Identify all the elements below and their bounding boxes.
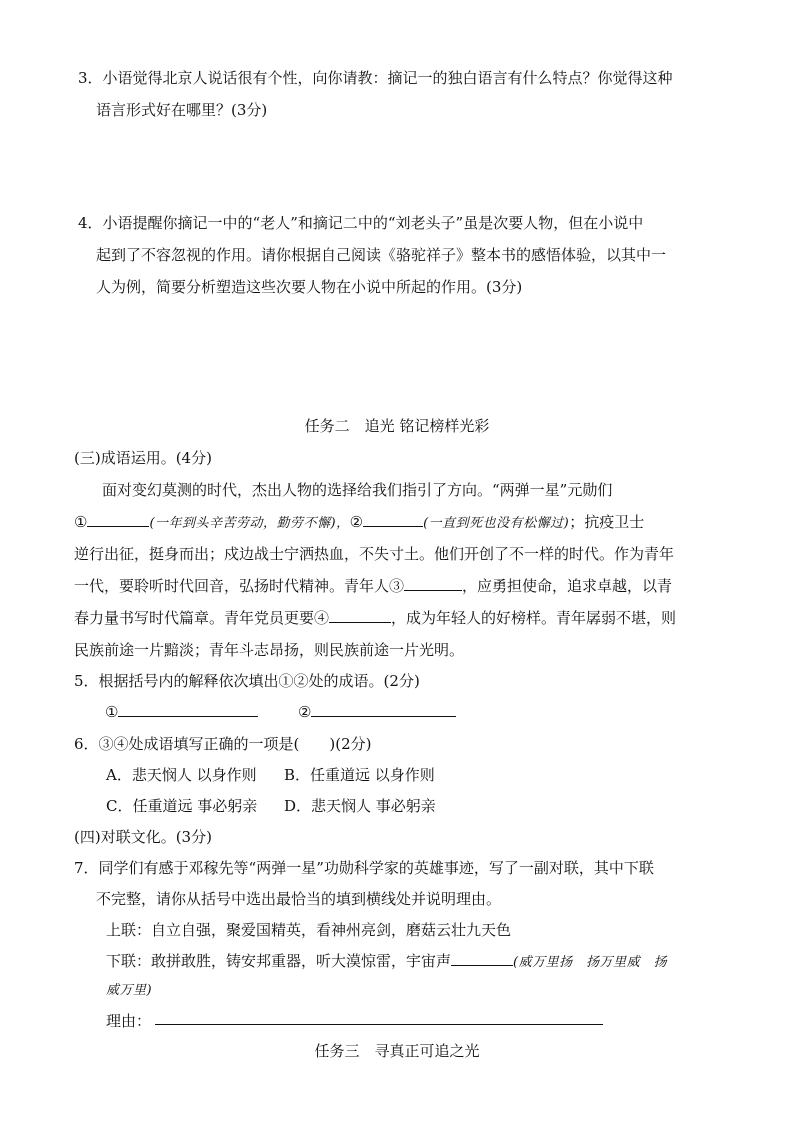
passage-line-5a: 春力量书写时代篇章。青年党员更要④ [74,609,330,627]
q7-reason-line[interactable] [155,1024,603,1025]
blank-4[interactable] [329,608,391,623]
q7-lower-couplet [106,951,667,973]
q4-line-3: 人为例，简要分析塑造这些次要人物在小说中所起的作用。(3分) [96,278,523,296]
q7-upper-couplet: 上联：自立自强，聚爱国精英，看神州亮剑，磨菇云壮九天色 [106,921,512,939]
q7-choices-cont: 威万里) [106,983,153,998]
passage-line-5 [74,608,676,628]
sec3-heading: (三)成语运用。(4分) [74,449,212,467]
passage-line-4b: ，应勇担使命，追求卓越，以青 [462,577,673,595]
q5-marker-1: ① [105,703,119,721]
q6-option-c[interactable]: C．任重道远 事必躬亲 [106,797,258,815]
hint-2: (一直到死也没有松懈过) [423,516,570,531]
passage-line-2-tail: ；抗疫卫士 [569,513,645,531]
q6-option-b[interactable]: B．任重道远 以身作则 [284,766,435,784]
q7-line-1: 7．同学们有感于邓稼先等“两弹一星”功勋科学家的英雄事迹，写了一副对联，其中下联 [74,859,654,877]
q3-line-2: 语言形式好在哪里？(3分) [96,101,268,119]
q4-line-1: 4．小语提醒你摘记一中的“老人”和摘记二中的“刘老头子”虽是次要人物，但在小说中 [78,214,644,232]
q3-line-1: 3．小语觉得北京人说话很有个性，向你请教：摘记一的独白语言有什么特点？你觉得这种 [78,69,673,87]
passage-line-3: 逆行出征，挺身而出；戍边战士宁洒热血，不失寸土。他们开创了不一样的时代。作为青年 [74,545,675,563]
q5-answer-1 [105,702,258,722]
q5-blank-1[interactable] [118,702,258,717]
sec4-heading: (四)对联文化。(3分) [74,828,212,846]
q5-text: 5．根据括号内的解释依次填出①②处的成语。(2分) [74,672,420,690]
task2-title: 任务二 追光 铭记榜样光彩 [304,417,490,435]
q6-text: 6．③④处成语填写正确的一项是( )(2分) [74,735,372,753]
task3-title: 任务三 寻真正可追之光 [314,1042,480,1060]
passage-line-6: 民族前途一片黯淡；青年斗志昂扬，则民族前途一片光明。 [74,641,465,659]
q5-answer-2 [298,702,456,722]
hint-1: (一年到头辛苦劳动，勤劳不懈)， [149,516,350,531]
q7-blank[interactable] [451,951,513,966]
passage-line-2 [74,512,644,534]
q6-option-a[interactable]: A．悲天悯人 以身作则 [106,766,257,784]
q7-line-2: 不完整，请你从括号中选出最恰当的填到横线处并说明理由。 [96,890,502,908]
q7-reason-label: 理由： [106,1012,152,1030]
passage-line-1: 面对变幻莫测的时代，杰出人物的选择给我们指引了方向。“两弹一星”元勋们 [102,481,613,499]
marker-1: ① [74,513,88,531]
blank-3[interactable] [404,576,462,591]
passage-line-4 [74,576,672,596]
passage-line-4a: 一代，要聆听时代回音，弘扬时代精神。青年人③ [74,577,405,595]
q4-line-2: 起到了不容忽视的作用。请你根据自己阅读《骆驼祥子》整本书的感悟体验，以其中一 [96,246,667,264]
q5-marker-2: ② [298,703,312,721]
q5-blank-2[interactable] [311,702,456,717]
q7-choices: (威万里扬 扬万里威 扬 [513,955,668,970]
q6-option-d[interactable]: D．悲天悯人 事必躬亲 [284,797,436,815]
marker-2: ② [349,513,364,531]
blank-2[interactable] [363,512,423,527]
blank-1[interactable] [87,512,149,527]
q7-lower-text: 下联：敢拼敢胜，铸安邦重器，听大漠惊雷，宇宙声 [106,952,452,970]
passage-line-5b: ，成为年轻人的好榜样。青年孱弱不堪，则 [391,609,677,627]
